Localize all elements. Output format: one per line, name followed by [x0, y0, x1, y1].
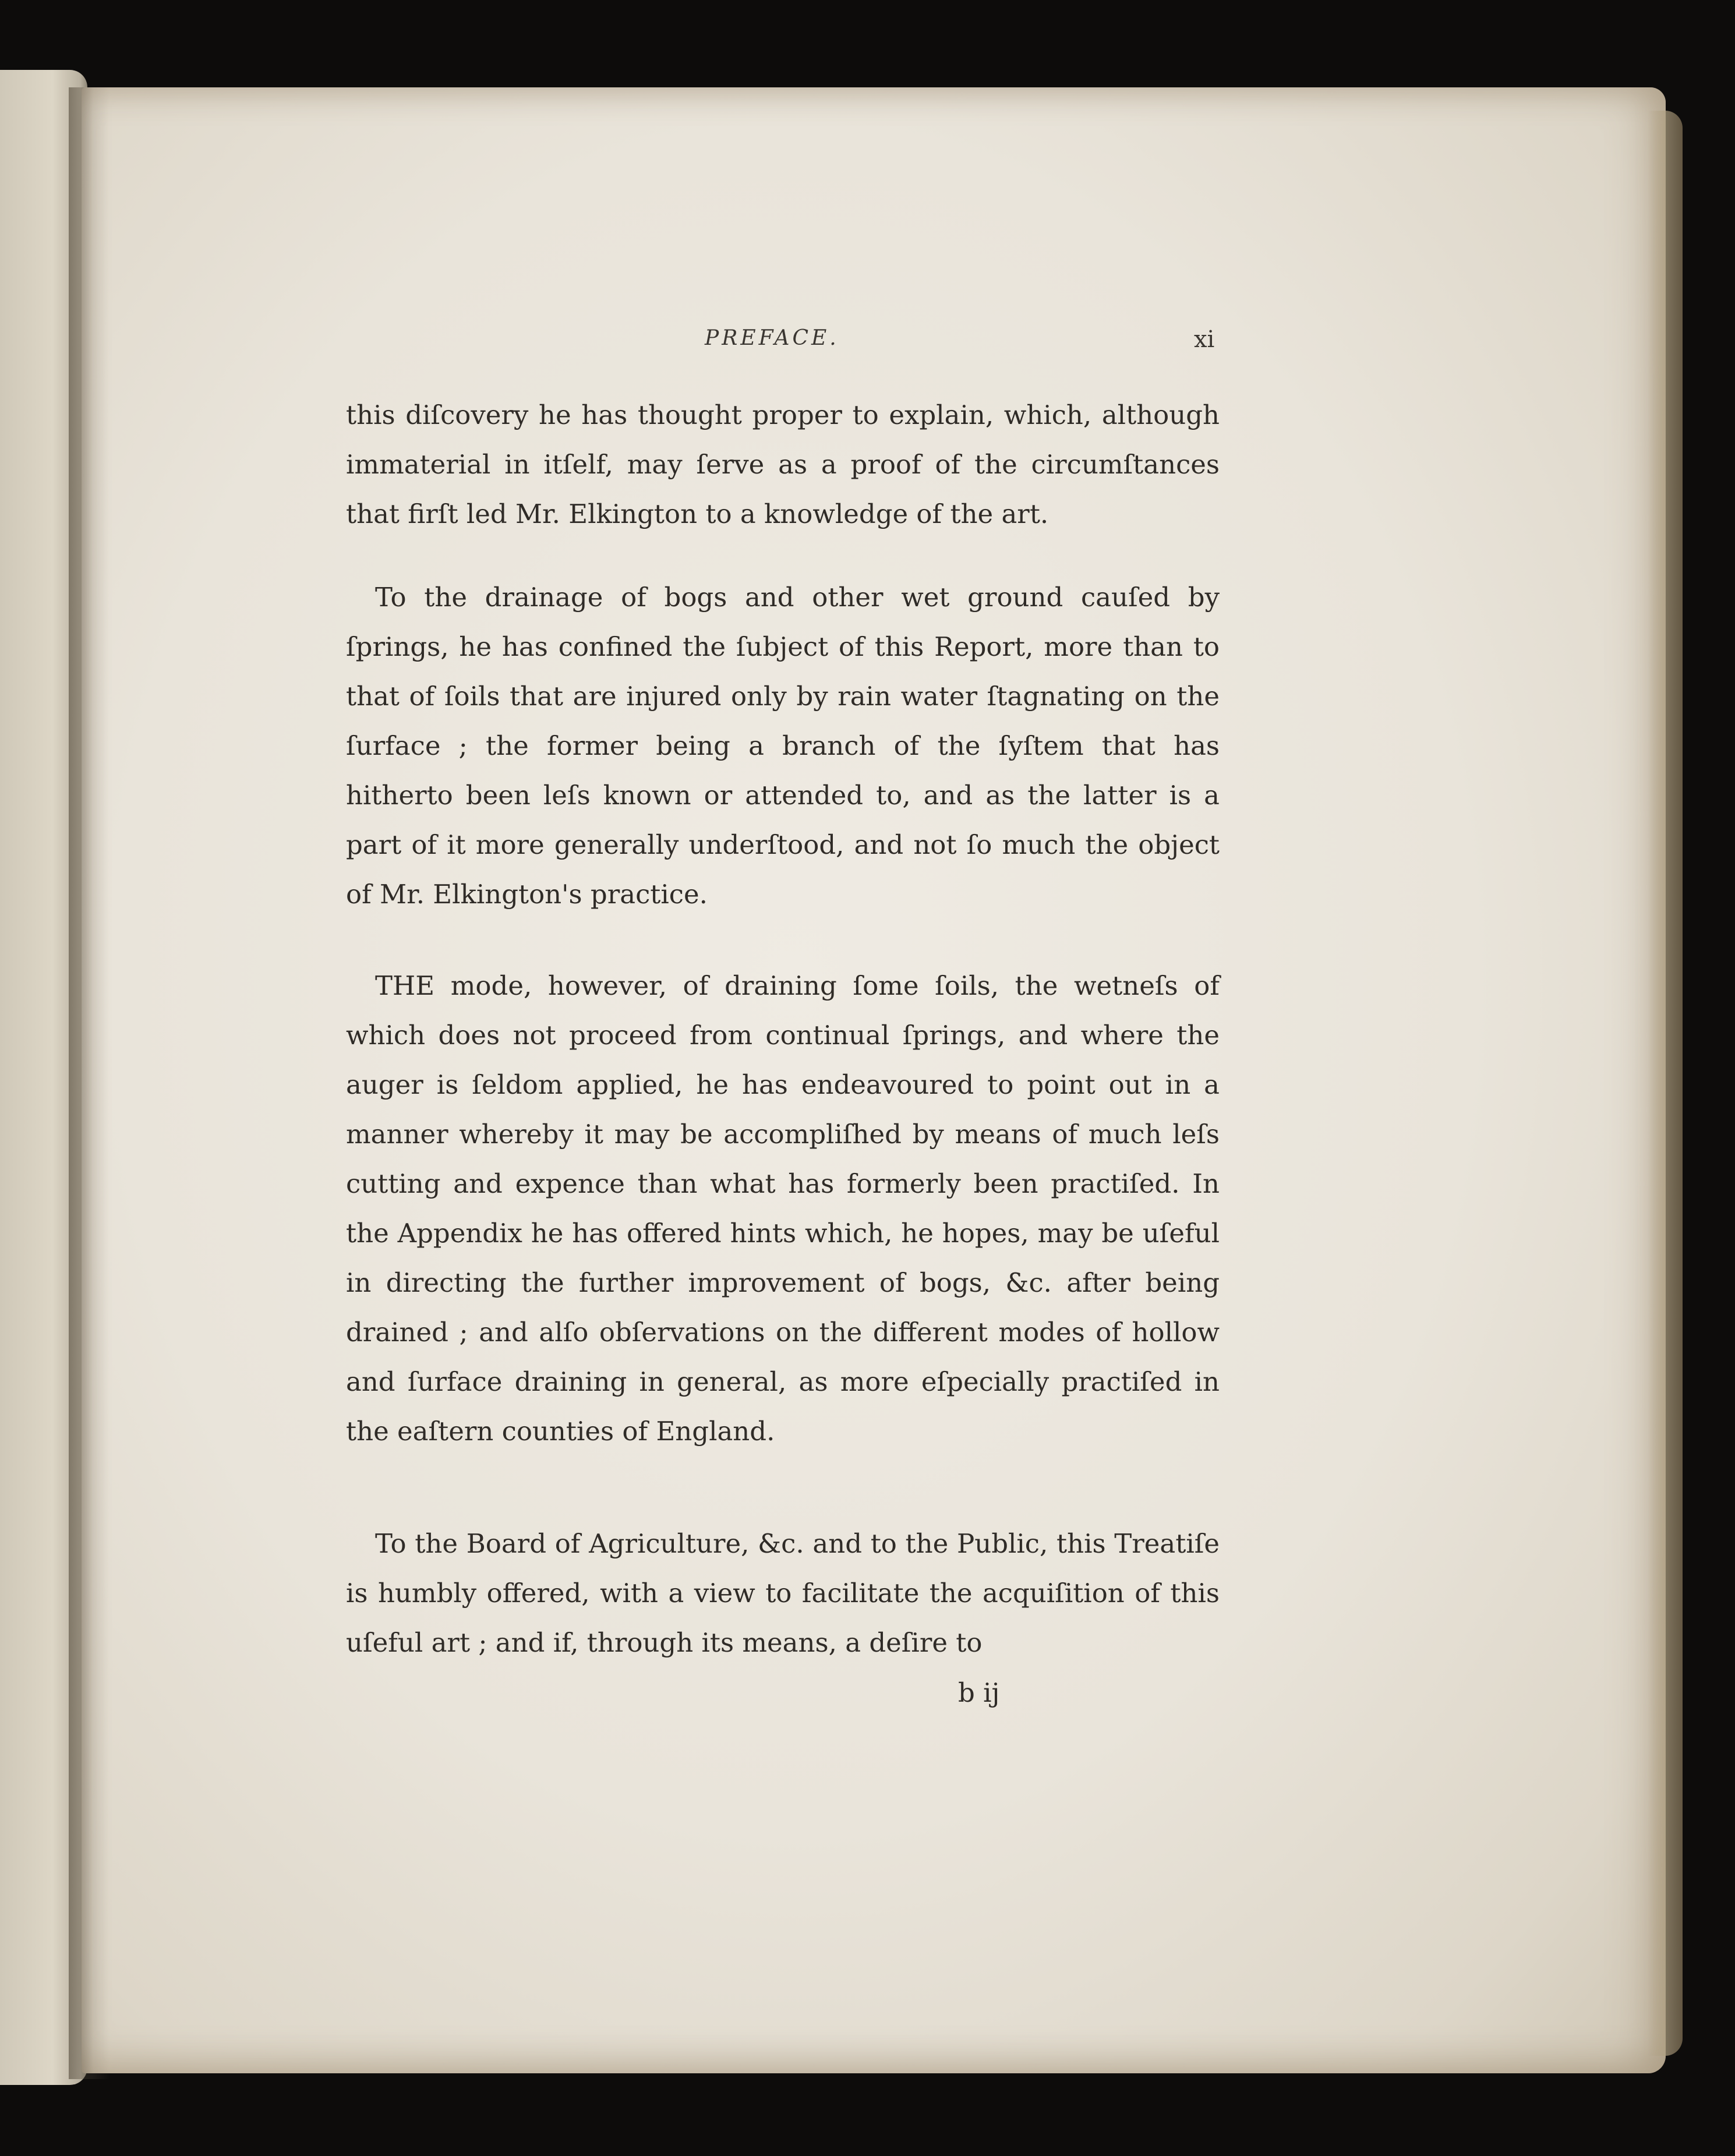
paragraph-3: THE mode, however, of draining ſome ſoils, the wetneſs of which does not proceed from continual ſprings, and where the auger is ſeldom applied, he has endeavoured to point out in a manner whereby it may be accompliſhed by means of much leſs cutting and expence than what has formerly been practiſed. In the Appendix he has offered hints which, he hopes, may be uſeful in directing the further improvement of bogs, &c. after being drained ; and alſo obſervations on the different modes of hollow and ſurface draining in general, as more eſpecially practiſed in the eaſtern counties of England.	[346, 970, 1220, 1447]
page-number: xi	[1194, 326, 1215, 353]
body-text	[346, 390, 1220, 1667]
paragraph-2: To the drainage of bogs and other wet ground cauſed by ſprings, he has confined the ſubject of this Report, more than to that of ſoils that are injured only by rain water ſtagnating on the ſurface ; the former being a branch of the ſyſtem that has hitherto been leſs known or attended to, and as the latter is a part of it more generally underſtood, and not ſo much the object of Mr. Elkington's practice.	[346, 582, 1220, 910]
paragraph-1: this diſcovery he has thought proper to explain, which, although immaterial in itſelf, may ſerve as a proof of the circumſtances that firſt led Mr. Elkington to a knowledge of the art.	[346, 400, 1220, 529]
signature-mark: b ij	[958, 1677, 1000, 1708]
page-fore-edge	[1648, 111, 1683, 2056]
running-head: PREFACE.	[705, 326, 839, 350]
paragraph-4: To the Board of Agriculture, &c. and to the Public, this Treatiſe is humbly offered, with a view to facilitate the acquiſition of this uſeful art ; and if, through its means, a deſire to	[346, 1528, 1220, 1658]
gutter-shadow	[69, 87, 109, 2079]
